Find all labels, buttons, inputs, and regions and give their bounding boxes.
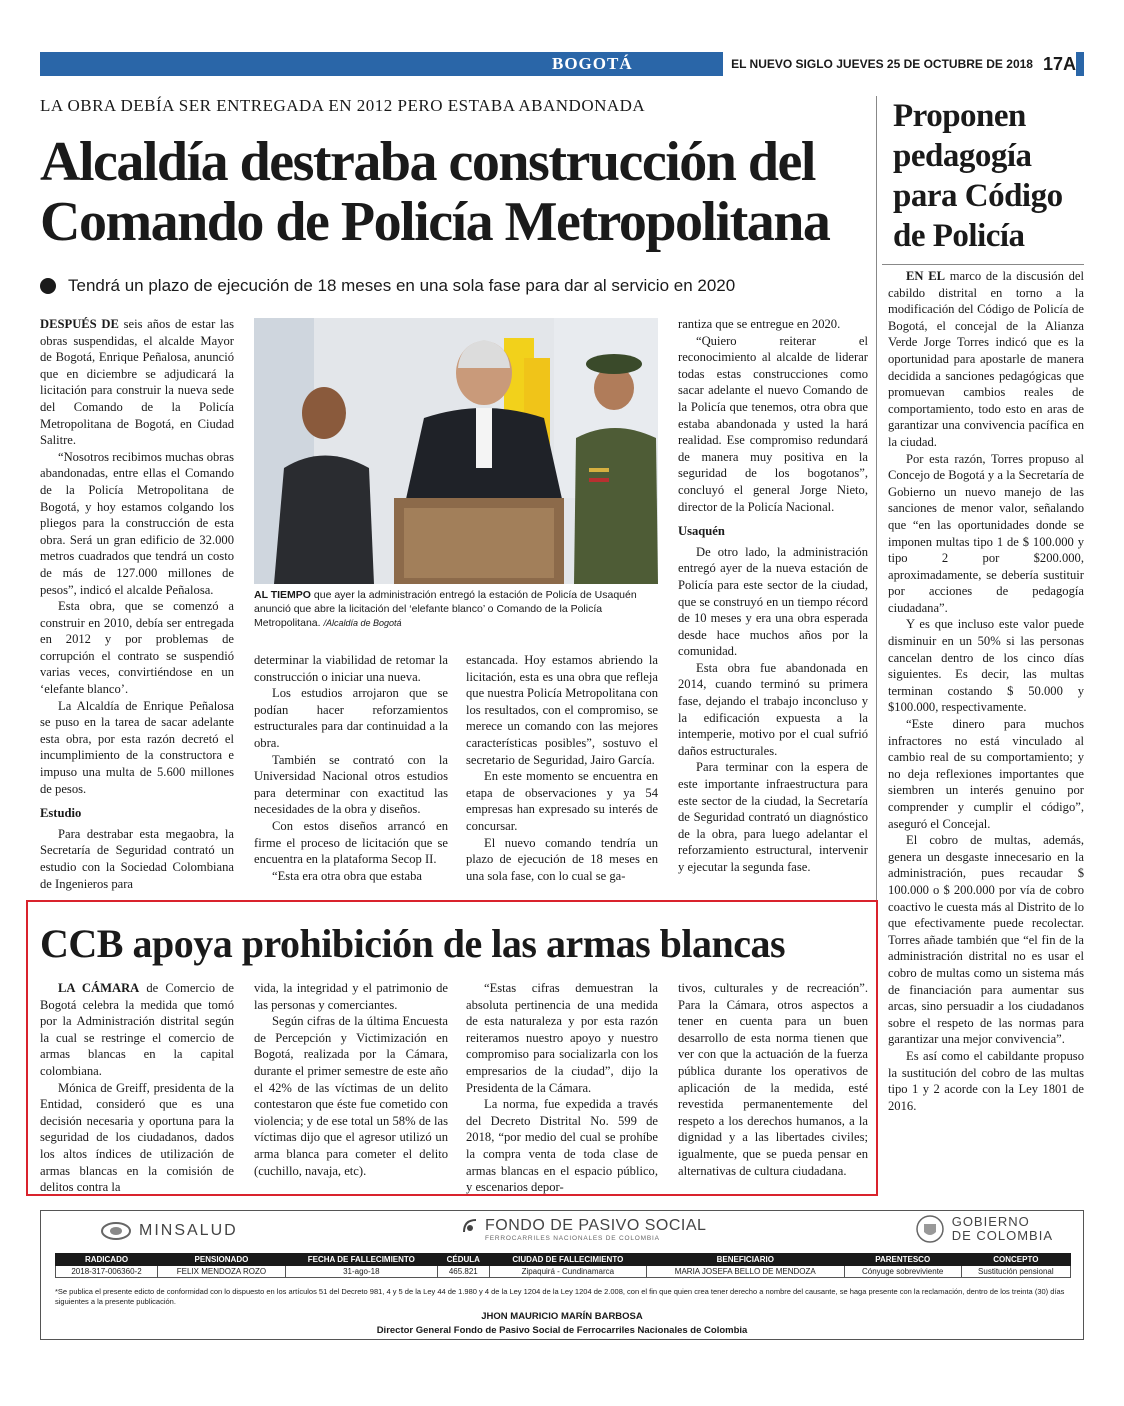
paragraph: Esta obra fue abandonada en 2014, cuando terminó su primera fase, dejando el trabajo inconcluso y la edificación expuesta a la intemperie, motivo por el cual sufrió daños estructurales. (678, 660, 868, 758)
section-subhead: Estudio (40, 806, 82, 821)
coat-of-arms-icon (916, 1215, 944, 1243)
lead-in: DESPUÉS DE (40, 317, 119, 331)
fondo-icon (461, 1217, 479, 1235)
main-col-4 (678, 316, 868, 876)
section-subhead: Usaquén (678, 524, 725, 539)
subhead-text: Tendrá un plazo de ejecución de 18 meses en una sola fase para dar al servicio en 2020 (68, 276, 736, 295)
photo-caption (254, 588, 658, 630)
paragraph (40, 980, 234, 1080)
gobierno-logo (916, 1215, 1053, 1243)
column-header: CIUDAD DE FALLECIMIENTO (489, 1254, 646, 1266)
main-col-3 (466, 652, 658, 884)
paragraph: Mónica de Greiff, presidenta de la Entidad, consideró que es una decisión necesaria y oportuna para la seguridad de los ciudadanos, dados los altos índices de utilización de armas blancas en la comisión de delitos contra la (40, 1080, 234, 1195)
paragraph: vida, la integridad y el patrimonio de las personas y comerciantes. (254, 981, 448, 1012)
paragraph: El nuevo comando tendría un plazo de ejecución de 18 meses en una sola fase, con lo cual se ga- (466, 835, 658, 883)
side-col (888, 268, 1084, 1114)
ccb-headline: CCB apoya prohibición de las armas blancas (40, 921, 786, 966)
gobierno-line-2: DE COLOMBIA (951, 1228, 1053, 1243)
minsalud-logo (101, 1221, 238, 1241)
page-number: 17A (1042, 53, 1076, 74)
column-header: CONCEPTO (961, 1254, 1070, 1266)
main-col-1 (40, 316, 234, 892)
paragraph: determinar la viabilidad de retomar la construcción o iniciar una nueva. (254, 653, 448, 684)
signature-name: JHON MAURICIO MARÍN BARBOSA (481, 1311, 643, 1322)
column-header: FECHA DE FALLECIMIENTO (285, 1254, 437, 1266)
ccb-col-2 (254, 980, 448, 1179)
paragraph: Es así como el cabildante propuso la sustitución del cobro de las multas tipo 1 y 2 acorde con la Ley 1801 de 2016. (888, 1048, 1084, 1113)
fondo-logo (461, 1217, 706, 1242)
side-rule (882, 264, 1084, 265)
table-cell: Cónyuge sobreviviente (844, 1266, 961, 1278)
article-headline: Alcaldía destraba construcción del Comando de Policía Metropolitana (40, 131, 830, 253)
photo-credit: /Alcaldía de Bogotá (323, 618, 402, 628)
main-col-2 (254, 652, 448, 884)
table-cell: 31-ago-18 (285, 1266, 437, 1278)
paragraph: tivos, culturales y de recreación”. Para la Cámara, otros aspectos a tener en cuenta para un buen desarrollo de esta norma tienen que ver con que la actuación de la fuerza pública durante los operativos de aplicación de la medida, esté revestida permanentemente del respeto a los derechos humanos, a la dignidad y a las libertades civiles; igualmente, que se pueda pensar en alternativas de cultura ciudadana. (678, 981, 868, 1178)
gobierno-line-1: GOBIERNO (951, 1214, 1030, 1229)
paragraph-text: marco de la discusión del cabildo distrital en torno a la modificación del Código de Policía de Bogotá, el concejal de la Alianza Verde Jorge Torres indicó que es la oportunidad para apostarle de manera decidida a sanciones pedagógicas que promuevan cambios reales de comportamiento, todo esto en aras de garantizar una convivencia pacífica en la ciudad. (888, 269, 1084, 449)
paragraph: rantiza que se entregue en 2020. (678, 317, 841, 331)
column-header: BENEFICIARIO (646, 1254, 844, 1266)
section-name: BOGOTÁ (552, 54, 633, 73)
notice-table (55, 1253, 1071, 1278)
table-header-row (56, 1254, 1071, 1266)
caption-lead: AL TIEMPO (254, 589, 311, 601)
column-header: RADICADO (56, 1254, 158, 1266)
paragraph: “Nosotros recibimos muchas obras abandonadas, entre ellas el Comando de la Policía Metropolitana de Bogotá, y hoy estamos colgando los pliegos para la construcción de esta obra. Será un gran edificio de 32.000 metros cuadrados que tendrá un costo de más de 127.000 millones de pesos”, indicó el alcalde Peñalosa. (40, 449, 234, 597)
table-cell: 2018-317-006360-2 (56, 1266, 158, 1278)
article-photo (254, 318, 658, 584)
paragraph-text: de Comercio de Bogotá celebra la medida que tomó por la Administración distrital según la cual se restringe el comercio de armas blancas en la capital colombiana. (40, 981, 234, 1078)
paragraph: En este momento se encuentra en etapa de observaciones y ya 54 empresas han expresado su interés de concursar. (466, 769, 658, 833)
paragraph: La Alcaldía de Enrique Peñalosa se puso en la tarea de sacar adelante esta obra, por esta razón decretó el incumplimiento de la constructora e impuso una multa de 5.600 millones de pesos. (40, 698, 234, 796)
legal-notice-ad (40, 1210, 1084, 1340)
ccb-col-1 (40, 980, 234, 1196)
ccb-col-3 (466, 980, 658, 1196)
table-cell: Zipaquirá - Cundinamarca (489, 1266, 646, 1278)
column-header: PARENTESCO (844, 1254, 961, 1266)
bullet-icon (40, 278, 56, 294)
ccb-col-4 (678, 980, 868, 1179)
fondo-subtext: FERROCARRILES NACIONALES DE COLOMBIA (485, 1235, 660, 1242)
paragraph: Esta obra, que se comenzó a construir en 2010, debía ser entregada en 2012 y por problemas de corrupción el contrato se suspendió varias veces, convirtiéndose en un ‘elefante blanco’. (40, 599, 234, 697)
paragraph: estancada. Hoy estamos abriendo la licitación, esta es una obra que refleja que nuestra Policía Metropolitana con los resultados, con el compromiso, se merece un comando con las mejores características posibles”, sostuvo el secretario de Seguridad, Jairo García. (466, 653, 658, 767)
minsalud-text: MINSALUD (139, 1222, 238, 1239)
article-subhead (40, 276, 860, 296)
ad-logos (41, 1211, 1083, 1251)
section-header-bar (40, 52, 1084, 76)
paragraph: Los estudios arrojaron que se podían hacer reforzamientos estructurales para dar continuidad a la obra. (254, 686, 448, 750)
legal-note: *Se publica el presente edicto de conformidad con lo dispuesto en los artículos 51 del Decreto 981, 4 y 5 de la Ley 44 de 1.980 y 4 de la Ley 1204 de la Ley 1204 de 2.008, con el fin que quien crea tener derecho a nombre del causante, se haga presente con la reclamación, dentro de los treinta (30) días siguientes a la presente publicación. (55, 1287, 1065, 1306)
table-cell: 465.821 (437, 1266, 489, 1278)
minsalud-icon (101, 1221, 131, 1241)
table-row (56, 1266, 1071, 1278)
header-right (723, 52, 1076, 76)
paragraph: Con estos diseños arrancó en firme el proceso de licitación que se encuentra en la plataforma Secop II. (254, 818, 448, 867)
table-cell: MARIA JOSEFA BELLO DE MENDOZA (646, 1266, 844, 1278)
signature-title: Director General Fondo de Pasivo Social de Ferrocarriles Nacionales de Colombia (376, 1325, 748, 1336)
table-cell: FELIX MENDOZA ROZO (158, 1266, 286, 1278)
paragraph (888, 268, 1084, 451)
fondo-text: FONDO DE PASIVO SOCIAL (485, 1217, 707, 1234)
paragraph: Por esta razón, Torres propuso al Concejo de Bogotá y a la Secretaría de Gobierno un nuevo manejo de las sanciones de menor valor, señalando que “en las oportunidades donde se imponen multas tipo 1 de $ 100.000 y tipo 2 por $200.000, aproximadamente, se debería sustituir por acciones de pedagogía ciudadana”. (888, 451, 1084, 615)
side-headline: Proponen pedagogía para Código de Policía (893, 98, 1063, 254)
paragraph: Según cifras de la última Encuesta de Percepción y Victimización en Bogotá, realizada por la Cámara, durante el primer semestre de este año el 42% de las víctimas de un delito contestaron que éste fue cometido con violencia; y de ese total un 58% de las víctimas dijo que el agresor utilizó un arma blanca para cometer el delito (cuchillo, navaja, etc). (254, 1014, 448, 1178)
paragraph: Y es que incluso este valor puede disminuir en un 50% si las personas cancelan dentro de los cinco días siguientes. Es decir, las multas terminan costando $ 50.000 y $100.000, respectivamente. (888, 617, 1084, 715)
paper-date: EL NUEVO SIGLO JUEVES 25 DE OCTUBRE DE 2018 (731, 57, 1033, 71)
article-kicker: LA OBRA DEBÍA SER ENTREGADA EN 2012 PERO ESTABA ABANDONADA (40, 96, 646, 115)
paragraph: “Esta era otra obra que estaba (272, 868, 422, 883)
fondo-logo-main (461, 1217, 706, 1235)
lead-in: EN EL (906, 269, 946, 283)
paragraph-text: seis años de estar las obras suspendidas, el alcalde Mayor de Bogotá, Enrique Peñalosa, anunció que en diciembre se adjudicará la licitación para construir la nueva sede del Comando de la Policía Metropolitana de Bogotá, en Ciudad Salitre. (40, 317, 234, 448)
paragraph: Para terminar con la espera de este importante infraestructura para este sector de la ciudad, la Secretaría de Seguridad contrató un diagnóstico de la obra, para luego adelantar el reforzamiento estructural, intervenir y ejecutar la segunda fase. (678, 760, 868, 874)
press-conference-image (254, 318, 658, 584)
paragraph: “Quiero reiterar el reconocimiento al alcalde de liderar todas estas construcciones como sacar adelante el nuevo Comando de la Policía que tenemos, otra obra que estaba abandonada y usted la hará realidad. Ese compromiso redundará de manera muy positiva en la seguridad de los bogotanos”, concluyó el general Jorge Nieto, director de la Policía Nacional. (678, 333, 868, 514)
caption-text: que ayer la administración entregó la estación de Policía de Usaquén anunció que abre la licitación del ‘elefante blanco’ o Comando de la Policía Metropolitana. (254, 589, 637, 629)
column-header: CÉDULA (437, 1254, 489, 1266)
paragraph: “Estas cifras demuestran la absoluta pertinencia de una medida de esta naturaleza y por esta razón reiteramos nuestro apoyo y nuestro compromiso para socializarla con los empresarios de la ciudad”, dijo la Presidenta de la Cámara. (466, 981, 658, 1095)
paragraph (40, 316, 234, 449)
paragraph: También se contrató con la Universidad Nacional otros estudios para determinar con exactitud las necesidades de la obra y diseños. (254, 752, 448, 817)
table-cell: Sustitución pensional (961, 1266, 1070, 1278)
column-header: PENSIONADO (158, 1254, 286, 1266)
paragraph: “Este dinero para muchos infractores no está vinculado al cambio real de su comportamiento; y no deja reflexiones importantes que siembren un interés genuino por comprender y cumplir el código”, aseguró el Concejal. (888, 717, 1084, 831)
paragraph: Para destrabar esta megaobra, la Secretaría de Seguridad contrató un estudio con la Sociedad Colombiana de Ingenieros para (40, 826, 234, 891)
paragraph: La norma, fue expedida a través del Decreto Distrital No. 599 de 2018, “por medio del cual se prohíbe la compra venta de toda clase de armas blancas en el espacio público, y escenarios depor- (466, 1097, 658, 1195)
lead-in: LA CÁMARA (58, 981, 140, 995)
paragraph: El cobro de multas, además, genera un desgaste innecesario en la administración, pues recaudar $ 100.000 o $ 200.000 por vía de cobro coactivo le cuesta más al Distrito de lo que efectivamente puede recolectar. Torres añade también que “el fin de la administración distrital no es usar el cobro de multas como un sistema más de financiación para aumentar sus arcas, sino persuadir a los ciudadanos sobre el respeto de las normas para garantizar una mejor convivencia”. (888, 833, 1084, 1047)
paragraph: De otro lado, la administración entregó ayer de la nueva estación de Policía para este sector de la ciudad, que se construyó en un tiempo récord de 10 meses y era una obra esperada desde hace muchos años por la comunidad. (678, 544, 868, 659)
